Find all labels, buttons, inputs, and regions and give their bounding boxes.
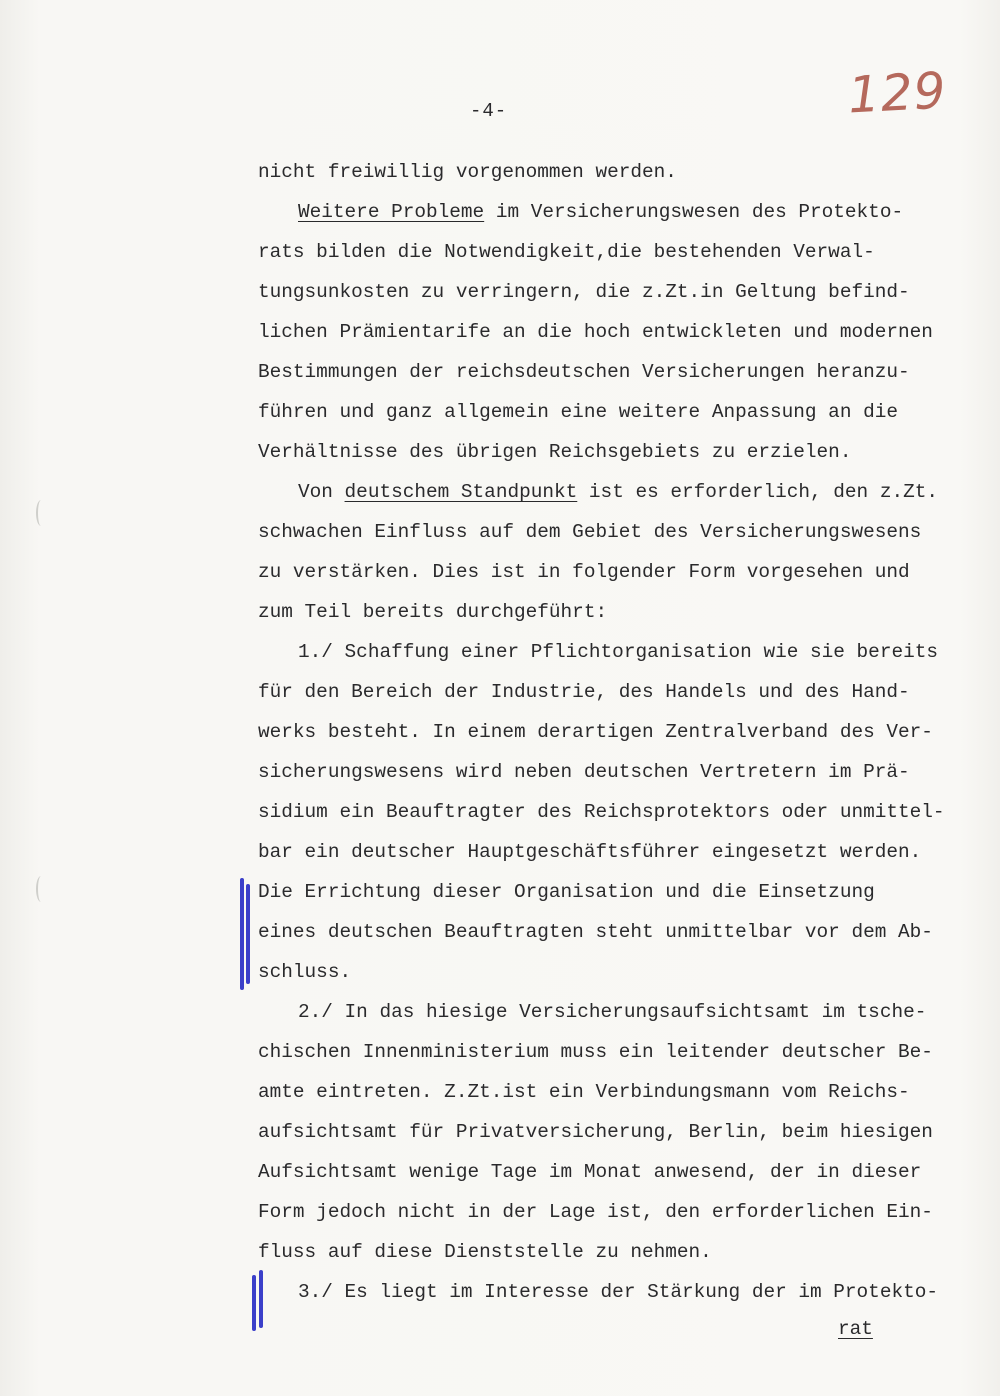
text-line	[258, 952, 351, 992]
punch-hole-mark	[36, 500, 46, 526]
text-segment: Von	[298, 481, 345, 503]
text-line	[258, 1032, 933, 1072]
text-line	[258, 152, 677, 192]
text-segment: nicht freiwillig vorgenommen werden.	[258, 161, 677, 183]
underlined-phrase: Weitere Probleme	[298, 201, 485, 223]
text-line	[258, 592, 607, 632]
underlined-phrase: deutschem Standpunkt	[344, 481, 578, 503]
text-line	[298, 632, 938, 672]
text-segment: zum Teil bereits durchgeführt:	[258, 601, 608, 623]
text-line	[258, 912, 933, 952]
handwritten-folio-number: 129	[846, 61, 948, 125]
text-line	[258, 712, 933, 752]
punch-hole-mark	[36, 876, 46, 902]
text-segment: Verhältnisse des übrigen Reichsgebiets zu erzielen.	[258, 441, 852, 463]
text-segment: rats bilden die Notwendigkeit,die bestehenden Verwal-	[258, 241, 875, 263]
text-segment: bar ein deutscher Hauptgeschäftsführer eingesetzt werden.	[258, 841, 922, 863]
text-segment: 3./ Es liegt im Interesse der Stärkung der im Protekto-	[298, 1281, 938, 1303]
text-line	[258, 312, 933, 352]
text-segment: Bestimmungen der reichsdeutschen Versicherungen heranzu-	[258, 361, 910, 383]
text-line	[258, 872, 875, 912]
text-line	[258, 272, 910, 312]
text-segment: im Versicherungswesen des Protekto-	[484, 201, 904, 223]
text-line	[258, 552, 910, 592]
text-line	[258, 752, 910, 792]
text-line	[258, 512, 921, 552]
text-line	[298, 1272, 938, 1312]
text-line	[258, 1072, 910, 1112]
text-segment: 1./ Schaffung einer Pflichtorganisation wie sie bereits	[298, 641, 938, 663]
text-segment: führen und ganz allgemein eine weitere Anpassung an die	[258, 401, 898, 423]
text-line	[258, 672, 910, 712]
text-segment: chischen Innenministerium muss ein leitender deutscher Be-	[258, 1041, 933, 1063]
text-line	[258, 392, 898, 432]
text-line	[258, 352, 910, 392]
text-segment: amte eintreten. Z.Zt.ist ein Verbindungsmann vom Reichs-	[258, 1081, 910, 1103]
catchword: rat	[838, 1318, 873, 1340]
page-number: -4-	[470, 100, 508, 122]
text-segment: schluss.	[258, 961, 352, 983]
text-line	[298, 192, 903, 232]
text-segment: aufsichtsamt für Privatversicherung, Berlin, beim hiesigen	[258, 1121, 933, 1143]
text-segment: Aufsichtsamt wenige Tage im Monat anwesend, der in dieser	[258, 1161, 922, 1183]
text-segment: ist es erforderlich, den z.Zt.	[577, 481, 939, 503]
text-line	[258, 1112, 933, 1152]
text-line	[298, 472, 938, 512]
text-line	[258, 832, 921, 872]
margin-bracket-mark	[240, 878, 244, 990]
margin-bracket-mark	[246, 884, 250, 984]
text-line	[258, 432, 851, 472]
text-segment: fluss auf diese Dienststelle zu nehmen.	[258, 1241, 712, 1263]
margin-double-stroke-mark	[252, 1275, 256, 1331]
text-line	[258, 792, 945, 832]
text-segment: lichen Prämientarife an die hoch entwickleten und modernen	[258, 321, 933, 343]
text-segment: 2./ In das hiesige Versicherungsaufsichtsamt im tsche-	[298, 1001, 927, 1023]
margin-double-stroke-mark	[259, 1270, 263, 1328]
text-line	[258, 232, 875, 272]
text-segment: für den Bereich der Industrie, des Handels und des Hand-	[258, 681, 910, 703]
text-segment: tungsunkosten zu verringern, die z.Zt.in Geltung befind-	[258, 281, 910, 303]
text-segment: eines deutschen Beauftragten steht unmittelbar vor dem Ab-	[258, 921, 933, 943]
text-segment: sicherungswesens wird neben deutschen Vertretern im Prä-	[258, 761, 910, 783]
text-line	[258, 1192, 933, 1232]
text-segment: Die Errichtung dieser Organisation und die Einsetzung	[258, 881, 875, 903]
text-segment: schwachen Einfluss auf dem Gebiet des Versicherungswesens	[258, 521, 922, 543]
text-line	[298, 992, 926, 1032]
text-segment: werks besteht. In einem derartigen Zentralverband des Ver-	[258, 721, 933, 743]
text-line	[258, 1152, 921, 1192]
text-segment: zu verstärken. Dies ist in folgender Form vorgesehen und	[258, 561, 910, 583]
text-segment: Form jedoch nicht in der Lage ist, den erforderlichen Ein-	[258, 1201, 933, 1223]
text-segment: sidium ein Beauftragter des Reichsprotektors oder unmittel-	[258, 801, 945, 823]
text-line	[258, 1232, 712, 1272]
